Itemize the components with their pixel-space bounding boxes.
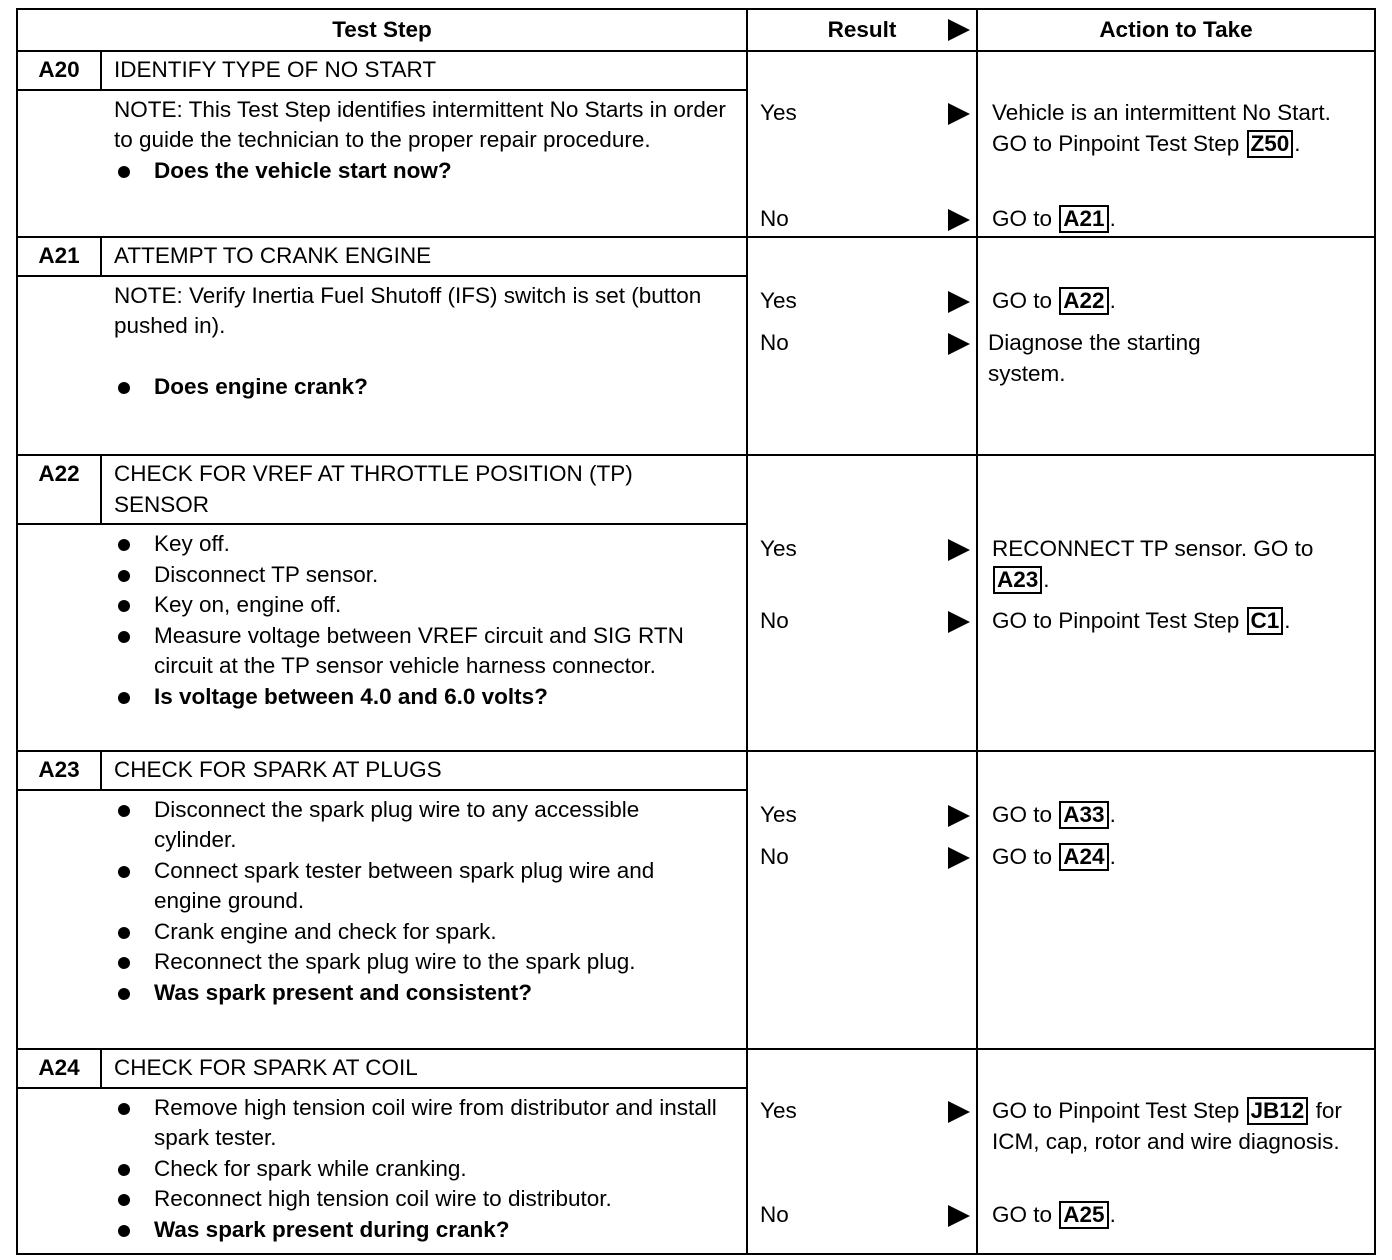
- action-yes: [992, 800, 1362, 831]
- action-no: [992, 1200, 1362, 1231]
- right-arrow-icon: [948, 291, 970, 313]
- step-body: [18, 91, 746, 195]
- step-id: A20: [18, 52, 102, 89]
- result-cell: [747, 1049, 977, 1254]
- step-bullet: Key off.: [114, 529, 726, 560]
- right-arrow-icon: [948, 539, 970, 561]
- step-header: [18, 238, 748, 277]
- test-step-cell: [17, 237, 747, 455]
- result-cell: [747, 51, 977, 237]
- result-no: [748, 204, 976, 235]
- step-bullet: Check for spark while cranking.: [114, 1154, 726, 1185]
- step-title: CHECK FOR SPARK AT PLUGS: [114, 757, 442, 782]
- action-cell: [977, 751, 1375, 1049]
- result-label: No: [760, 608, 789, 633]
- step-reference-link[interactable]: A24: [1059, 843, 1108, 871]
- step-reference-link[interactable]: A21: [1059, 205, 1108, 233]
- right-arrow-icon: [948, 19, 970, 41]
- step-reference-link[interactable]: A22: [1059, 287, 1108, 315]
- result-cell: [747, 455, 977, 751]
- result-label: Yes: [760, 802, 797, 827]
- action-text-post: .: [1043, 566, 1050, 592]
- result-yes: [748, 800, 976, 831]
- action-text: GO to: [992, 288, 1053, 313]
- step-bullet: Connect spark tester between spark plug wire and engine ground.: [114, 856, 726, 917]
- step-title: IDENTIFY TYPE OF NO START: [114, 57, 437, 82]
- result-cell: [747, 751, 977, 1049]
- step-row-a21: [17, 237, 1375, 455]
- action-text: RECONNECT TP sensor. GO to: [992, 536, 1314, 561]
- step-bullets: [114, 372, 726, 403]
- action-text-post: .: [1109, 288, 1116, 313]
- result-label: No: [760, 206, 789, 231]
- step-body: [18, 277, 746, 411]
- step-reference-link[interactable]: A33: [1059, 801, 1108, 829]
- header-action: Action to Take: [977, 9, 1375, 51]
- action-text: Diagnose the starting system.: [988, 330, 1201, 386]
- step-question: Is voltage between 4.0 and 6.0 volts?: [114, 682, 726, 713]
- result-yes: [748, 1096, 976, 1127]
- step-reference-link[interactable]: Z50: [1247, 130, 1294, 158]
- action-text-post: .: [1109, 844, 1116, 869]
- test-step-cell: [17, 455, 747, 751]
- result-label: No: [760, 330, 789, 355]
- action-text: Vehicle is an intermittent No Start. GO to Pinpoint Test Step: [992, 100, 1331, 156]
- result-yes: [748, 98, 976, 129]
- action-text-post: for ICM, cap, rotor and wire diagnosis.: [992, 1098, 1342, 1154]
- step-id: A21: [18, 238, 102, 275]
- result-yes: [748, 286, 976, 317]
- right-arrow-icon: [948, 1101, 970, 1123]
- action-no: [988, 328, 1274, 389]
- right-arrow-icon: [948, 611, 970, 633]
- step-reference-link[interactable]: A23: [993, 566, 1042, 594]
- action-no: [992, 204, 1362, 235]
- step-bullet: Disconnect TP sensor.: [114, 560, 726, 591]
- action-yes: [992, 1096, 1362, 1157]
- action-text-post: .: [1109, 1202, 1116, 1227]
- step-row-a23: [17, 751, 1375, 1049]
- result-no: [748, 606, 976, 637]
- action-text: GO to: [992, 206, 1053, 231]
- result-label: Yes: [760, 536, 797, 561]
- header-test-step: Test Step: [17, 9, 747, 51]
- right-arrow-icon: [948, 805, 970, 827]
- right-arrow-icon: [948, 209, 970, 231]
- action-text: GO to: [992, 802, 1053, 827]
- result-label: Yes: [760, 288, 797, 313]
- action-no: [992, 606, 1362, 637]
- step-bullet: Key on, engine off.: [114, 590, 726, 621]
- right-arrow-icon: [948, 333, 970, 355]
- step-row-a22: [17, 455, 1375, 751]
- step-id: A22: [18, 456, 102, 523]
- action-text: GO to: [992, 844, 1053, 869]
- step-question: Does engine crank?: [114, 372, 726, 403]
- action-cell: [977, 237, 1375, 455]
- step-row-a24: [17, 1049, 1375, 1254]
- header-row: [17, 9, 1375, 51]
- step-bullet: Disconnect the spark plug wire to any accessible cylinder.: [114, 795, 726, 856]
- action-yes: [992, 286, 1362, 317]
- action-text: GO to Pinpoint Test Step: [992, 608, 1240, 633]
- action-cell: [977, 455, 1375, 751]
- result-label: No: [760, 844, 789, 869]
- result-label: Yes: [760, 100, 797, 125]
- step-question: Was spark present during crank?: [114, 1215, 726, 1246]
- step-title: ATTEMPT TO CRANK ENGINE: [114, 243, 432, 268]
- action-cell: [977, 1049, 1375, 1254]
- action-text-post: .: [1294, 130, 1301, 156]
- step-note: NOTE: Verify Inertia Fuel Shutoff (IFS) switch is set (button pushed in).: [114, 282, 702, 338]
- step-bullets: [114, 1093, 726, 1246]
- right-arrow-icon: [948, 1205, 970, 1227]
- result-no: [748, 1200, 976, 1231]
- step-note: NOTE: This Test Step identifies intermittent No Starts in order to guide the technician to the proper repair procedure.: [114, 96, 726, 152]
- action-cell: [977, 51, 1375, 237]
- right-arrow-icon: [948, 103, 970, 125]
- step-title: CHECK FOR VREF AT THROTTLE POSITION (TP) SENSOR: [114, 461, 633, 517]
- action-text: GO to: [992, 1202, 1053, 1227]
- step-question: Was spark present and consistent?: [114, 978, 726, 1009]
- step-body: [18, 525, 746, 720]
- step-header: [18, 456, 748, 525]
- result-cell: [747, 237, 977, 455]
- step-reference-link[interactable]: A25: [1059, 1201, 1108, 1229]
- step-header: [18, 52, 748, 91]
- step-reference-link[interactable]: C1: [1247, 607, 1284, 635]
- step-bullet: Remove high tension coil wire from distributor and install spark tester.: [114, 1093, 726, 1154]
- header-result: [747, 9, 977, 51]
- action-yes: [992, 98, 1362, 159]
- step-id: A23: [18, 752, 102, 789]
- result-label: No: [760, 1202, 789, 1227]
- step-bullet: Reconnect high tension coil wire to distributor.: [114, 1184, 726, 1215]
- step-header: [18, 752, 748, 791]
- step-bullets: [114, 529, 726, 712]
- test-step-page: [16, 8, 1374, 1252]
- step-id: A24: [18, 1050, 102, 1087]
- step-bullet: Reconnect the spark plug wire to the spark plug.: [114, 947, 726, 978]
- step-bullets: [114, 156, 726, 187]
- right-arrow-icon: [948, 847, 970, 869]
- result-yes: [748, 534, 976, 565]
- test-step-cell: [17, 751, 747, 1049]
- step-bullets: [114, 795, 726, 1009]
- header-result-label: Result: [827, 16, 897, 42]
- step-bullet: Crank engine and check for spark.: [114, 917, 726, 948]
- diagnostic-table: [16, 8, 1376, 1255]
- action-text: GO to Pinpoint Test Step: [992, 1098, 1240, 1123]
- result-no: [748, 328, 976, 359]
- action-text-post: .: [1109, 802, 1116, 827]
- test-step-cell: [17, 51, 747, 237]
- step-question: Does the vehicle start now?: [114, 156, 726, 187]
- action-text-post: .: [1109, 206, 1116, 231]
- step-body: [18, 791, 746, 1017]
- step-title: CHECK FOR SPARK AT COIL: [114, 1055, 418, 1080]
- step-reference-link[interactable]: JB12: [1247, 1097, 1309, 1125]
- step-body: [18, 1089, 746, 1254]
- action-yes: [992, 534, 1362, 595]
- step-header: [18, 1050, 748, 1089]
- step-row-a20: [17, 51, 1375, 237]
- test-step-cell: [17, 1049, 747, 1254]
- result-no: [748, 842, 976, 873]
- result-label: Yes: [760, 1098, 797, 1123]
- action-no: [992, 842, 1362, 873]
- action-text-post: .: [1284, 608, 1291, 633]
- step-bullet: Measure voltage between VREF circuit and SIG RTN circuit at the TP sensor vehicle harness connector.: [114, 621, 726, 682]
